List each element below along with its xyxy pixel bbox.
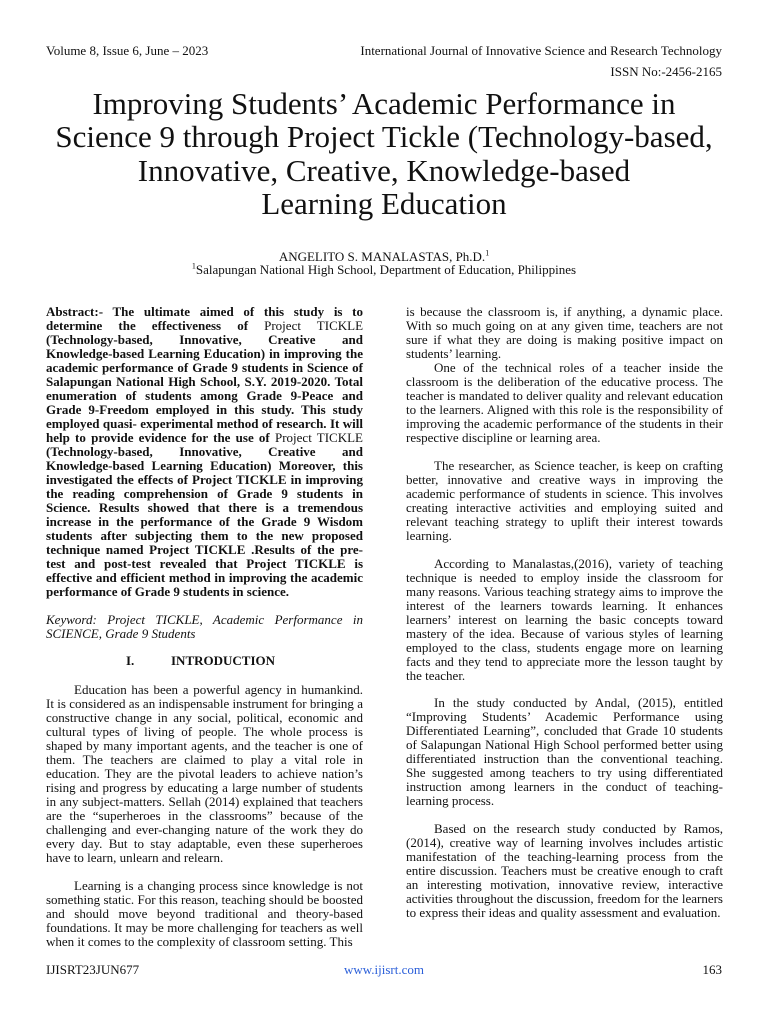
header-journal: International Journal of Innovative Science and Research Technology xyxy=(360,43,722,58)
author-name: ANGELITO S. MANALASTAS, Ph.D. xyxy=(278,249,486,264)
body-paragraph: Based on the research study conducted by Ramos, (2014), creative way of learning involves includes artistic manifestation of the teaching-learning process from the entire discussion. Teachers must be creative enough to craft an interesting motivation, innovative review, interactive activities throughout the discussion, freedom for the learners to express their ideas and quality assessment and evaluation. xyxy=(406,821,723,920)
footer-page-number: 163 xyxy=(702,962,722,977)
abstract-text-3: (Technology-based, Innovative, Creative and Knowledge-based Learning Education) Moreover, this investigated the effects of Project TICKLE in improving the reading comprehension of Grade 9 students in Science. Results showed that there is a tremendous increase in the performance of the Grade 9 Wisdom students after subjecting them to the new proposed technique named Project TICKLE .Results of the pre-test and post-test revealed that Project TICKLE is effective and efficient method in improving the academic performance of Grade 9 students in science. xyxy=(46,444,363,599)
footer-paper-id: IJISRT23JUN677 xyxy=(46,962,140,977)
affiliation-mark: 1 xyxy=(191,261,196,271)
author-affiliation-mark: 1 xyxy=(485,248,490,258)
abstract-text-1: The ultimate aimed of this study is to determine the effectiveness of xyxy=(46,304,364,333)
header-issn: ISSN No:-2456-2165 xyxy=(610,64,722,79)
paper-title: Improving Students’ Academic Performance in Science 9 through Project Tickle (Technology-based, Innovative, Creative, Knowledge-based Learning Education xyxy=(55,86,713,221)
body-paragraph: In the study conducted by Andal, (2015), entitled “Improving Students’ Academic Performance using Differentiated Learning”, concluded that Grade 10 students of Salapungan National High School performed better using differentiated instruction than the conventional teaching. She suggested among teachers to try using differentiated instruction among learners in the conduct of teaching-learning process. xyxy=(406,695,723,808)
body-paragraph: One of the technical roles of a teacher inside the classroom is the deliberation of the educative process. The teacher is mandated to deliver quality and relevant education to the learners. Aligned with this role is the responsibility of improving the academic performance of the students in their respective discipline or learning area. xyxy=(406,360,723,445)
section-number: I. xyxy=(126,653,135,668)
body-paragraph: is because the classroom is, if anything, a dynamic place. With so much going on at any given time, teachers are not sure if what they are doing is making positive impact on students’ learning. xyxy=(406,304,723,361)
abstract-term-2: Project TICKLE xyxy=(274,430,363,445)
abstract-term-1: Project TICKLE xyxy=(264,318,364,333)
section-title: INTRODUCTION xyxy=(171,653,276,668)
abstract xyxy=(46,305,363,599)
body-paragraph: Learning is a changing process since knowledge is not something static. For this reason, teaching should be boosted and should move beyond traditional and theory-based foundations. It may be more challenging for teachers as well when it comes to the complexity of classroom setting. This xyxy=(46,878,363,949)
keywords: Keyword: Project TICKLE, Academic Performance in SCIENCE, Grade 9 Students xyxy=(46,612,363,641)
footer-website-link[interactable]: www.ijisrt.com xyxy=(343,962,425,977)
footer-link-wrapper xyxy=(0,963,768,977)
abstract-label: Abstract:- xyxy=(46,304,104,319)
affiliation-text: Salapungan National High School, Department of Education, Philippines xyxy=(195,262,577,277)
body-paragraph: The researcher, as Science teacher, is keep on crafting better, innovative and creative ways in improving the academic performance of students in science. This involves creating interactive activities and employing suited and relevant teaching strategy to uplift their interest towards learning. xyxy=(406,458,723,543)
header-volume: Volume 8, Issue 6, June – 2023 xyxy=(46,43,209,58)
abstract-text-2: (Technology-based, Innovative, Creative and Knowledge-based Learning Education) in improving the academic performance of Grade 9 students in Science of Salapungan National High School, S.Y. 2019-2020. Total enumeration of students among Grade 9-Peace and Grade 9-Freedom employed in this study. This study employed quasi- experimental method of research. It will help to provide evidence for the use of xyxy=(46,332,363,445)
section-heading xyxy=(46,654,363,668)
affiliation-line xyxy=(0,263,768,276)
body-paragraph: Education has been a powerful agency in humankind. It is considered as an indispensable instrument for bringing a constructive change in any social, political, economic and cultural types of living of people. The whole process is shaped by many important agents, and the teacher is one of them. The teachers are claimed to play a vital role in education. They are the pivotal leaders to achieve nation’s rising and progress by educating a large number of students in any subject-matters. Sellah (2014) explained that teachers are the “superheroes in the classrooms” because of the challenging and ever-changing nature of the work they do every day. But to stay adaptable, even these superheroes have to learn, unlearn and relearn. xyxy=(46,682,363,865)
body-paragraph: According to Manalastas,(2016), variety of teaching technique is needed to employ inside the classroom for many reasons. Various teaching strategy aims to improve the interest of the learners towards learning. It enhances learners’ interest on learning the basic concepts toward mastery of the idea. Because of various styles of learning employed to the class, students engage more on learning facts and they tend to appreciate more the lesson taught by the teacher. xyxy=(406,556,723,683)
